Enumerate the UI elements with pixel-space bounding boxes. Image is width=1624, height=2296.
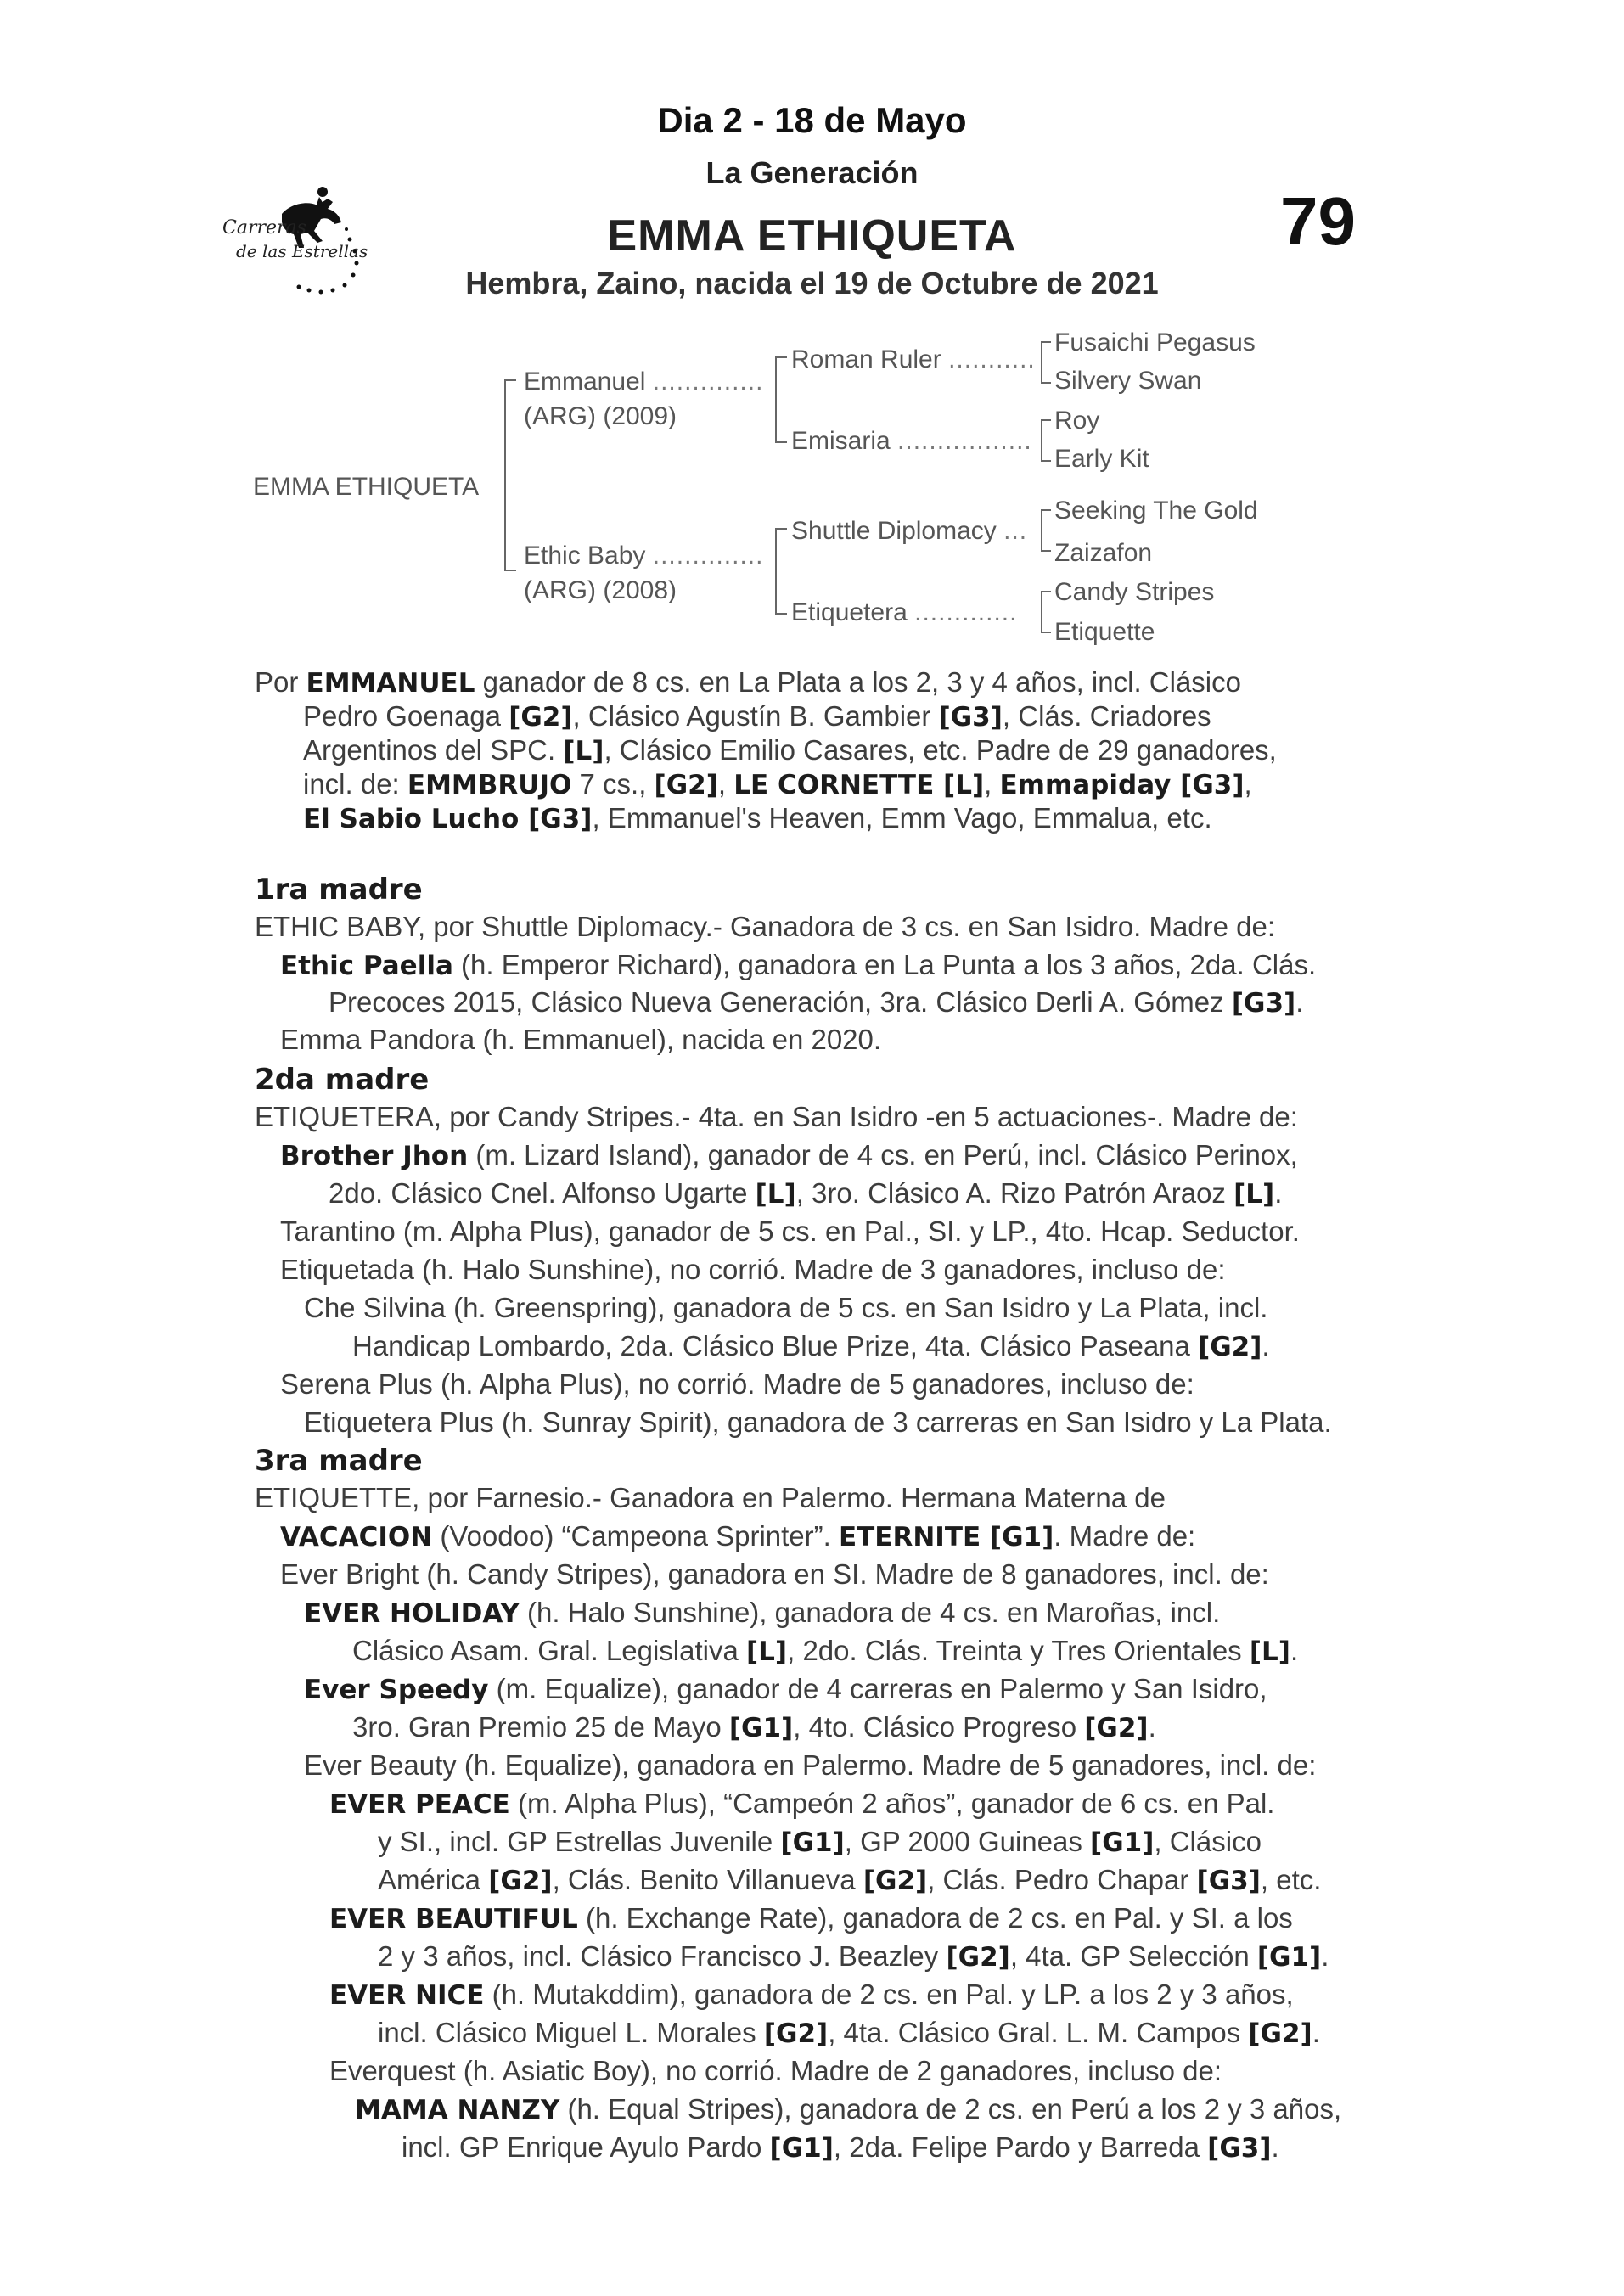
text-run: , etc.: [1260, 1864, 1322, 1895]
text-run: Por: [255, 666, 306, 698]
carreras-logo: [222, 180, 384, 307]
text-run: Clásico Asam. Gral. Legislativa: [352, 1635, 747, 1666]
bold-text: [G2]: [1198, 1332, 1262, 1362]
pedigree-dam-info: (ARG) (2008): [524, 576, 677, 604]
text-run: Argentinos del SPC.: [303, 734, 564, 766]
bold-text: [G1]: [728, 1713, 794, 1743]
bold-text: [G1]: [780, 1827, 845, 1858]
bold-text: [G2]: [863, 1866, 928, 1896]
text-run: ETIQUETERA, por Candy Stripes.- 4ta. en San Isidro -en 5 actuaciones-. Madre de:: [255, 1101, 1298, 1132]
second-dam-line: [329, 1177, 1282, 1210]
text-run: (h. Emperor Richard), ganadora en La Punta a los 3 años, 2da. Clás.: [452, 949, 1317, 980]
third-dam-line: [355, 2093, 1384, 2125]
bold-text: Brother Jhon: [280, 1141, 469, 1171]
bold-text: Ever Speedy: [304, 1675, 489, 1705]
third-dam-line: [329, 1979, 1384, 2011]
third-dam-line: [329, 1902, 1384, 1934]
text-run: , 4to. Clásico Progreso: [793, 1711, 1085, 1743]
bold-text: EVER HOLIDAY: [304, 1598, 520, 1629]
text-run: Handicap Lombardo, 2da. Clásico Blue Prize, 4ta. Clásico Paseana: [352, 1330, 1199, 1361]
second-dam-line: [280, 1254, 1226, 1286]
text-run: incl. de:: [303, 768, 407, 800]
text-run: , 2da. Felipe Pardo y Barreda: [833, 2131, 1208, 2163]
text-run: incl. Clásico Miguel L. Morales: [378, 2017, 764, 2048]
bold-text: ETERNITE [G1]: [838, 1522, 1054, 1552]
pedigree-g3-7: Candy Stripes: [1054, 578, 1215, 606]
text-run: , Clás. Pedro Chapar: [927, 1864, 1197, 1895]
second-dam-line: [280, 1368, 1194, 1401]
sire-line: [255, 666, 1372, 699]
bold-text: [G2]: [488, 1866, 553, 1896]
bold-text: [G2]: [946, 1942, 1010, 1973]
bold-text: [L]: [1233, 1179, 1275, 1210]
text-run: y SI., incl. GP Estrellas Juvenile: [378, 1826, 781, 1857]
text-run: , 4ta. GP Selección: [1009, 1940, 1257, 1972]
bold-text: [L]: [746, 1636, 788, 1667]
third-dam-line: [352, 1635, 1298, 1667]
third-dam-line: [378, 1940, 1329, 1973]
text-run: Che Silvina (h. Greenspring), ganadora de 5 cs. en San Isidro y La Plata, incl.: [304, 1292, 1268, 1323]
session-title: La Generación: [705, 155, 919, 190]
bold-text: Ethic Paella: [280, 951, 453, 981]
text-run: 3ro. Gran Premio 25 de Mayo: [352, 1711, 729, 1743]
third-dam-line: [378, 2017, 1320, 2049]
logo-text-estrellas: de las Estrellas: [236, 241, 368, 261]
text-run: Serena Plus (h. Alpha Plus), no corrió. Madre de 5 ganadores, incluso de:: [280, 1368, 1194, 1400]
text-run: .: [1262, 1330, 1270, 1361]
bold-text: EMMBRUJO: [407, 770, 572, 800]
second-dam-line: [280, 1215, 1300, 1248]
bold-text: EMMANUEL: [306, 668, 475, 699]
first-dam-line: [329, 986, 1303, 1019]
horse-description: Hembra, Zaino, nacida el 19 de Octubre de 2021: [465, 266, 1159, 300]
text-run: , Clás. Criadores: [1002, 700, 1211, 732]
first-dam-line: [280, 1024, 881, 1056]
bold-text: [G2]: [1248, 2018, 1312, 2049]
bold-text: LE CORNETTE [L]: [733, 770, 985, 800]
text-run: , Clásico: [1154, 1826, 1262, 1857]
third-dam-line: [352, 1711, 1156, 1743]
second-dam-line: [304, 1292, 1267, 1324]
pedigree-dam-dam: Etiquetera .............: [791, 598, 1018, 626]
text-run: (m. Alpha Plus), “Campeón 2 años”, ganador de 6 cs. en Pal.: [509, 1788, 1275, 1819]
text-run: , 2do. Clás. Treinta y Tres Orientales: [787, 1635, 1250, 1666]
second-dam-line: [255, 1101, 1298, 1133]
bold-text: [L]: [1249, 1636, 1290, 1667]
first-dam-line: [255, 911, 1275, 943]
text-run: Tarantino (m. Alpha Plus), ganador de 5 cs. en Pal., SI. y LP., 4to. Hcap. Seductor.: [280, 1215, 1300, 1247]
bold-text: [G1]: [769, 2133, 834, 2164]
pedigree-g3-8: Etiquette: [1054, 618, 1155, 646]
text-run: . Madre de:: [1054, 1520, 1196, 1552]
text-run: 2 y 3 años, incl. Clásico Francisco J. Beazley: [378, 1940, 947, 1972]
pedigree-g3-2: Silvery Swan: [1054, 367, 1202, 395]
sire-line: [303, 700, 1371, 733]
text-run: .: [1312, 2017, 1320, 2048]
text-run: 7 cs.,: [571, 768, 655, 800]
text-run: 2do. Clásico Cnel. Alfonso Ugarte: [329, 1177, 756, 1209]
third-dam-line: [280, 1520, 1195, 1552]
pedigree-sire: Emmanuel ..............: [524, 368, 764, 396]
bold-text: [G2]: [763, 2018, 829, 2049]
sale-day-date: Dia 2 - 18 de Mayo: [657, 100, 967, 140]
text-run: (h. Exchange Rate), ganadora de 2 cs. en Pal. y SI. a los: [577, 1902, 1293, 1934]
text-run: Ever Beauty (h. Equalize), ganadora en Palermo. Madre de 5 ganadores, incl. de:: [304, 1749, 1317, 1781]
third-dam-line: [378, 1826, 1384, 1858]
bold-text: El Sabio Lucho [G3]: [303, 804, 593, 834]
text-run: (h. Mutakddim), ganadora de 2 cs. en Pal. y LP. a los 2 y 3 años,: [484, 1979, 1294, 2010]
text-run: (h. Equal Stripes), ganadora de 2 cs. en Perú a los 2 y 3 años,: [559, 2093, 1342, 2125]
third-dam-line: [402, 2131, 1279, 2164]
text-run: Pedro Goenaga: [303, 700, 509, 732]
text-run: ,: [717, 768, 734, 800]
bold-text: Emmapiday [G3]: [999, 770, 1245, 800]
text-run: (m. Equalize), ganador de 4 carreras en Palermo y San Isidro,: [488, 1673, 1267, 1704]
bracket-g3-1: [1041, 341, 1051, 384]
text-run: , 4ta. Clásico Gral. L. M. Campos: [828, 2017, 1249, 2048]
bold-text: [G3]: [1231, 988, 1296, 1019]
bracket-g3-4: [1041, 591, 1051, 633]
bracket-g3-2: [1041, 419, 1051, 462]
first-dam-heading: 1ra madre: [255, 873, 423, 907]
bold-text: VACACION: [280, 1522, 433, 1552]
bold-text: [G1]: [1256, 1942, 1322, 1973]
bracket-g3-3: [1041, 509, 1051, 552]
dam-sire-name: Shuttle Diplomacy: [791, 517, 997, 545]
pedigree-subject: EMMA ETHIQUETA: [253, 473, 480, 501]
second-dam-line: [280, 1139, 1298, 1171]
bold-text: [G2]: [654, 770, 718, 800]
text-run: América: [378, 1864, 489, 1895]
bold-text: MAMA NANZY: [355, 2095, 560, 2125]
second-dam-line: [352, 1330, 1270, 1362]
text-run: ETIQUETTE, por Farnesio.- Ganadora en Palermo. Hermana Materna de: [255, 1482, 1166, 1513]
text-run: , Clásico Agustín B. Gambier: [572, 700, 939, 732]
text-run: Ever Bright (h. Candy Stripes), ganadora en SI. Madre de 8 ganadores, incl. de:: [280, 1558, 1269, 1590]
bold-text: [G3]: [1196, 1866, 1261, 1896]
text-run: ,: [984, 768, 1000, 800]
bold-text: EVER BEAUTIFUL: [329, 1904, 578, 1934]
text-run: , GP 2000 Guineas: [844, 1826, 1091, 1857]
text-run: ganador de 8 cs. en La Plata a los 2, 3 y 4 años, incl. Clásico: [475, 666, 1241, 698]
text-run: Etiquetada (h. Halo Sunshine), no corrió. Madre de 3 ganadores, incluso de:: [280, 1254, 1226, 1285]
third-dam-heading: 3ra madre: [255, 1444, 423, 1478]
sire-line: [303, 734, 1371, 766]
text-run: .: [1321, 1940, 1329, 1972]
sire-sire-name: Roman Ruler: [791, 345, 941, 373]
logo-text-carreras: Carreras: [222, 217, 306, 239]
sire-line: [303, 768, 1371, 800]
pedigree-g3-6: Zaizafon: [1054, 539, 1153, 567]
text-run: Precoces 2015, Clásico Nueva Generación, 3ra. Clásico Derli A. Gómez: [329, 986, 1232, 1018]
bold-text: [G2]: [1084, 1713, 1149, 1743]
third-dam-line: [378, 1864, 1321, 1896]
text-run: ETHIC BABY, por Shuttle Diplomacy.- Ganadora de 3 cs. en San Isidro. Madre de:: [255, 911, 1276, 942]
text-run: , 3ro. Clásico A. Rizo Patrón Araoz: [795, 1177, 1234, 1209]
second-dam-heading: 2da madre: [255, 1063, 430, 1097]
text-run: .: [1274, 1177, 1283, 1209]
third-dam-line: [329, 1788, 1384, 1820]
bold-text: [G3]: [938, 702, 1003, 733]
dam-name: Ethic Baby: [524, 542, 646, 570]
pedigree-dam-sire: Shuttle Diplomacy ...: [791, 517, 1028, 545]
text-run: , Clás. Benito Villanueva: [552, 1864, 863, 1895]
text-run: .: [1290, 1635, 1299, 1666]
text-run: .: [1148, 1711, 1156, 1743]
bold-text: [G2]: [509, 702, 573, 733]
bold-text: [G3]: [1207, 2133, 1272, 2164]
text-run: ,: [1244, 768, 1252, 800]
bracket-sire: [775, 356, 787, 443]
bold-text: [L]: [755, 1179, 796, 1210]
third-dam-line: [280, 1558, 1269, 1591]
bold-text: EVER NICE: [329, 1980, 485, 2011]
pedigree-sire-info: (ARG) (2009): [524, 402, 677, 430]
first-dam-line: [280, 949, 1316, 981]
third-dam-line: [304, 1673, 1384, 1705]
pedigree-g3-1: Fusaichi Pegasus: [1054, 328, 1256, 356]
third-dam-line: [304, 1597, 1384, 1629]
second-dam-line: [304, 1406, 1332, 1439]
pedigree-sire-sire: Roman Ruler ...........: [791, 345, 1036, 373]
text-run: .: [1295, 986, 1304, 1018]
sire-dam-name: Emisaria: [791, 427, 891, 455]
sire-name: Emmanuel: [524, 368, 646, 396]
bold-text: [G1]: [1090, 1827, 1155, 1858]
pedigree-sire-dam: Emisaria .................: [791, 427, 1032, 455]
bold-text: [L]: [563, 736, 604, 766]
pedigree-g3-3: Roy: [1054, 407, 1100, 435]
dam-dam-name: Etiquetera: [791, 598, 908, 626]
pedigree-g3-5: Seeking The Gold: [1054, 497, 1258, 525]
text-run: Etiquetera Plus (h. Sunray Spirit), ganadora de 3 carreras en San Isidro y La Plata.: [304, 1406, 1332, 1438]
text-run: (h. Halo Sunshine), ganadora de 4 cs. en Maroñas, incl.: [519, 1597, 1221, 1628]
sire-line: [303, 802, 1212, 834]
bracket-subject: [504, 379, 516, 571]
text-run: .: [1271, 2131, 1279, 2163]
text-run: (Voodoo) “Campeona Sprinter”.: [432, 1520, 839, 1552]
text-run: , Emmanuel's Heaven, Emm Vago, Emmalua, etc.: [592, 802, 1212, 834]
text-run: Everquest (h. Asiatic Boy), no corrió. Madre de 2 ganadores, incluso de:: [329, 2055, 1222, 2086]
text-run: (m. Lizard Island), ganador de 4 cs. en Perú, incl. Clásico Perinox,: [468, 1139, 1298, 1170]
text-run: Emma Pandora (h. Emmanuel), nacida en 2020.: [280, 1024, 882, 1055]
pedigree-dam: Ethic Baby ..............: [524, 542, 764, 570]
bold-text: EVER PEACE: [329, 1789, 510, 1820]
bracket-dam: [775, 528, 787, 615]
pedigree-g3-4: Early Kit: [1054, 445, 1149, 473]
lot-number: 79: [1280, 183, 1356, 259]
horse-name: EMMA ETHIQUETA: [607, 211, 1017, 261]
third-dam-line: [329, 2055, 1222, 2087]
text-run: , Clásico Emilio Casares, etc. Padre de 29 ganadores,: [604, 734, 1277, 766]
third-dam-line: [255, 1482, 1384, 1514]
third-dam-line: [304, 1749, 1316, 1782]
text-run: incl. GP Enrique Ayulo Pardo: [402, 2131, 770, 2163]
